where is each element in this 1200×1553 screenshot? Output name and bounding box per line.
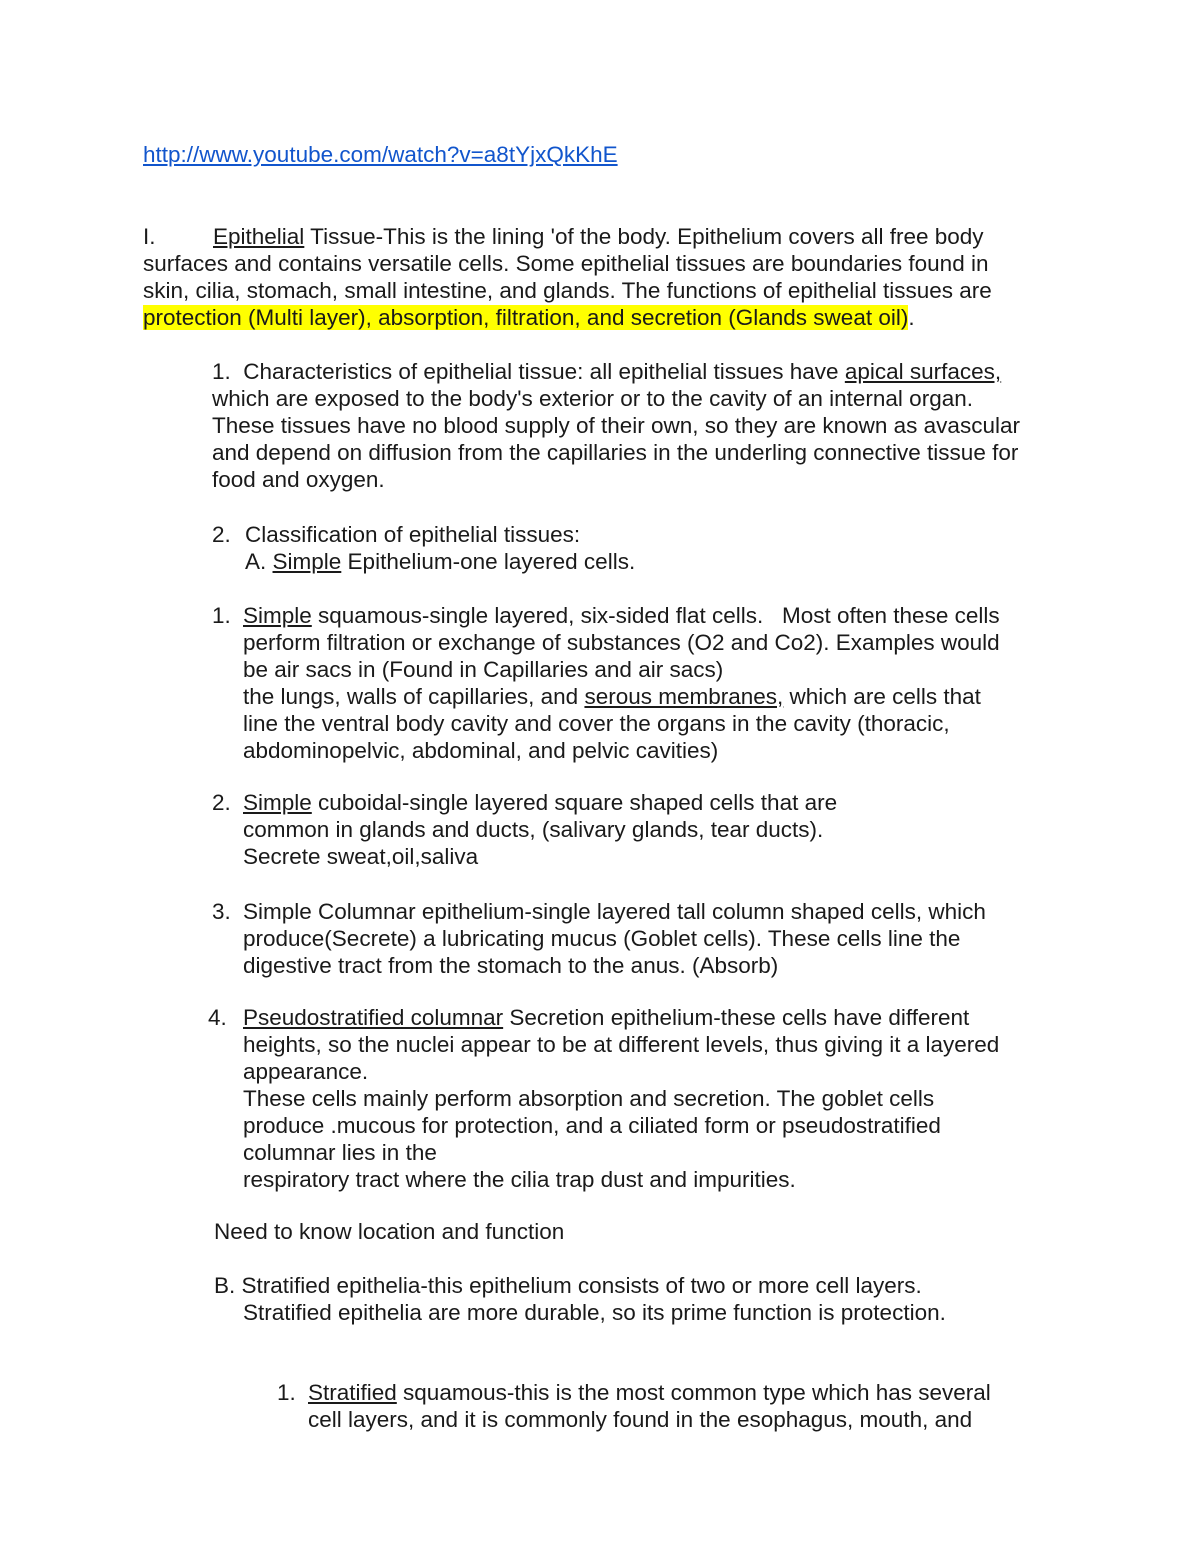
classification-letter: A. xyxy=(245,549,273,574)
pseudostratified-line-3: appearance. xyxy=(243,1059,369,1084)
simple-cuboidal-item xyxy=(212,789,837,870)
section-intro-line-1-rest: Tissue-This is the lining 'of the body. Epithelium covers all free body xyxy=(304,224,984,249)
classification-line-1: Classification of epithelial tissues: xyxy=(245,522,581,547)
simple-term: Simple xyxy=(243,603,312,628)
simple-cuboidal-line-3: Secrete sweat,oil,saliva xyxy=(243,844,479,869)
pseudostratified-text: Secretion epithelium-these cells have different xyxy=(503,1005,970,1030)
stratified-squamous-text: squamous-this is the most common type which has several xyxy=(396,1380,991,1405)
stratified-line-1: B. Stratified epithelia-this epithelium consists of two or more cell layers. xyxy=(214,1273,922,1298)
simple-columnar-item xyxy=(212,898,986,979)
stratified-squamous-line-2: cell layers, and it is commonly found in the esophagus, mouth, and xyxy=(308,1407,973,1432)
youtube-link[interactable]: http://www.youtube.com/watch?v=a8tYjxQkKhE xyxy=(143,142,618,167)
characteristics-line-1 xyxy=(212,358,1020,385)
list-number: 2. xyxy=(212,790,231,815)
simple-cuboidal-line-1 xyxy=(243,789,837,816)
simple-squamous-line-1 xyxy=(243,602,1000,629)
simple-columnar-line-3: digestive tract from the stomach to the anus. (Absorb) xyxy=(243,953,779,978)
serous-membranes-term: serous membranes, xyxy=(584,684,784,709)
pseudostratified-line-2: heights, so the nuclei appear to be at different levels, thus giving it a layered xyxy=(243,1032,1000,1057)
section-epithelial-tissue xyxy=(143,223,992,331)
characteristics-line-3: These tissues have no blood supply of their own, so they are known as avascular xyxy=(212,413,1020,438)
pseudostratified-line-4: These cells mainly perform absorption and secretion. The goblet cells xyxy=(243,1086,935,1111)
section-intro-line-3: skin, cilia, stomach, small intestine, and glands. The functions of epithelial tissues are xyxy=(143,278,992,303)
list-number: 4. xyxy=(208,1005,227,1030)
apical-surfaces-term: apical surfaces, xyxy=(844,359,1002,384)
simple-squamous-text: squamous-single layered, six-sided flat cells. Most often these cells xyxy=(311,603,1000,628)
list-number: 3. xyxy=(212,899,231,924)
section-intro-line-4-end: . xyxy=(908,305,915,330)
section-numeral: I. xyxy=(143,224,156,249)
simple-squamous-text: the lungs, walls of capillaries, and xyxy=(243,684,585,709)
section-intro-line-2: surfaces and contains versatile cells. Some epithelial tissues are boundaries found in xyxy=(143,251,989,276)
characteristics-line-4: and depend on diffusion from the capillaries in the underling connective tissue for xyxy=(212,440,1019,465)
epithelial-term: Epithelial xyxy=(213,224,305,249)
simple-cuboidal-text: cuboidal-single layered square shaped cells that are xyxy=(311,790,838,815)
classification-text: Epithelium-one layered cells. xyxy=(341,549,636,574)
note-block xyxy=(214,1218,564,1245)
stratified-term: Stratified xyxy=(308,1380,397,1405)
simple-squamous-line-5: line the ventral body cavity and cover the organs in the cavity (thoracic, xyxy=(243,711,950,736)
stratified-section xyxy=(214,1272,946,1326)
stratified-squamous-line-1 xyxy=(308,1379,991,1406)
note-text: Need to know location and function xyxy=(214,1219,565,1244)
section-intro-line-1 xyxy=(143,223,992,250)
characteristics-text: Characteristics of epithelial tissue: all epithelial tissues have xyxy=(243,359,845,384)
simple-squamous-line-2: perform filtration or exchange of substances (O2 and Co2). Examples would xyxy=(243,630,1000,655)
list-number: 1. xyxy=(212,359,231,384)
pseudostratified-item xyxy=(208,1004,999,1193)
pseudostratified-line-5: produce .mucous for protection, and a ciliated form or pseudostratified xyxy=(243,1113,941,1138)
highlighted-functions: protection (Multi layer), absorption, filtration, and secretion (Glands sweat oil) xyxy=(143,305,909,330)
stratified-squamous-item xyxy=(277,1379,991,1433)
characteristics-line-5: food and oxygen. xyxy=(212,467,385,492)
characteristics-item xyxy=(212,358,1020,493)
simple-squamous-line-4 xyxy=(243,683,1000,710)
list-number: 1. xyxy=(212,603,231,628)
simple-term: Simple xyxy=(243,790,312,815)
classification-line-2 xyxy=(245,548,635,575)
youtube-link-block xyxy=(143,141,618,168)
simple-squamous-text: which are cells that xyxy=(783,684,981,709)
simple-squamous-item xyxy=(212,602,1000,764)
simple-cuboidal-line-2: common in glands and ducts, (salivary glands, tear ducts). xyxy=(243,817,824,842)
characteristics-line-2: which are exposed to the body's exterior or to the cavity of an internal organ. xyxy=(212,386,973,411)
stratified-line-2: Stratified epithelia are more durable, so its prime function is protection. xyxy=(243,1300,946,1325)
simple-squamous-line-3: be air sacs in (Found in Capillaries and air sacs) xyxy=(243,657,724,682)
simple-columnar-line-1: Simple Columnar epithelium-single layered tall column shaped cells, which xyxy=(243,899,986,924)
simple-columnar-line-2: produce(Secrete) a lubricating mucus (Goblet cells). These cells line the xyxy=(243,926,961,951)
simple-squamous-line-6: abdominopelvic, abdominal, and pelvic cavities) xyxy=(243,738,719,763)
section-intro-line-4 xyxy=(143,304,992,331)
list-number: 2. xyxy=(212,522,231,547)
pseudostratified-line-1 xyxy=(243,1004,999,1031)
pseudostratified-columnar-term: Pseudostratified columnar xyxy=(243,1005,504,1030)
list-number: 1. xyxy=(277,1380,296,1405)
simple-term: Simple xyxy=(272,549,342,574)
classification-item xyxy=(212,521,635,575)
pseudostratified-line-7: respiratory tract where the cilia trap dust and impurities. xyxy=(243,1167,796,1192)
pseudostratified-line-6: columnar lies in the xyxy=(243,1140,437,1165)
